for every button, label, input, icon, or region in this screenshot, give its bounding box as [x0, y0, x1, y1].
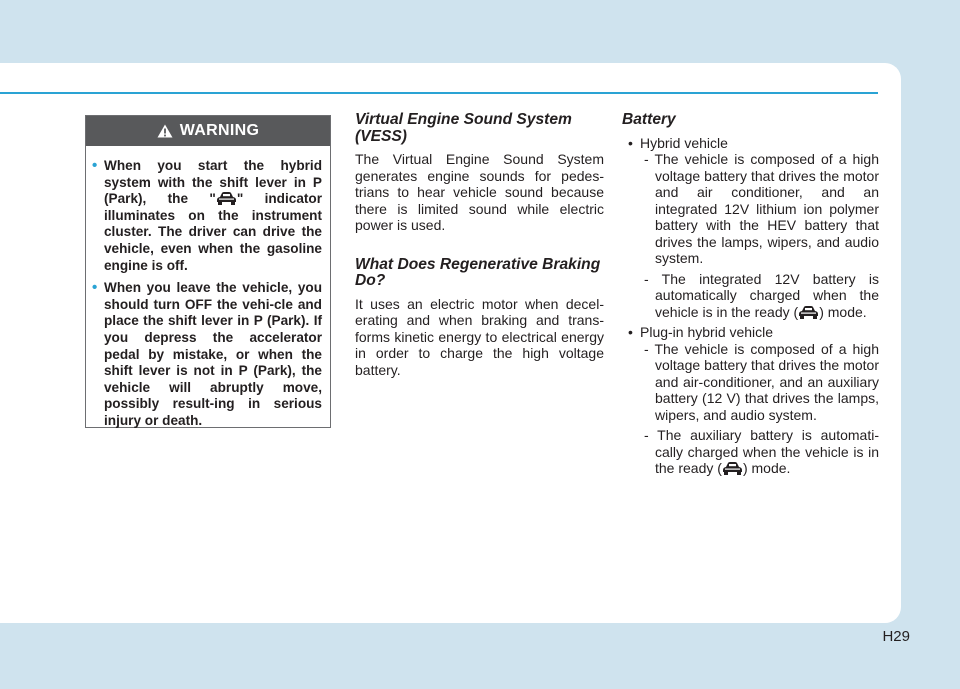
warning-box: [85, 115, 331, 428]
ready-indicator-car-icon: [798, 305, 819, 319]
bullet-icon: •: [92, 157, 98, 174]
plugin-sub-item-2-a: - The auxiliary battery is automati-cally charged when the vehicle is in the ready (: [644, 427, 879, 476]
ready-indicator-car-icon: [216, 191, 237, 205]
plugin-hybrid-label: Plug-in hybrid vehicle: [640, 324, 774, 340]
hybrid-sub-item-2: [640, 271, 879, 321]
regen-body: It uses an electric motor when decel-erating and when braking and trans-forms kinetic energy to electrical energy in order to charge the high voltage battery.: [355, 295, 604, 378]
hybrid-vehicle-item: [622, 135, 879, 321]
hybrid-sub-item-2-a: - The integrated 12V battery is automatically charged when the vehicle is in the ready (: [644, 270, 879, 320]
warning-title: WARNING: [179, 122, 260, 139]
vess-body: The Virtual Engine Sound System generates engine sounds for pedes-trians to hear vehicle sound because there is limited sound while electric power is used.: [355, 151, 604, 233]
bullet-icon: •: [628, 324, 633, 340]
hybrid-sublist: [640, 151, 879, 320]
hybrid-vehicle-label: Hybrid vehicle: [640, 134, 728, 151]
hybrid-sub-item-1: - The vehicle is composed of a high voltage battery that drives the motor and air conditioner, and an integrated 12V lithium ion polymer battery with the HEV battery that drives the lamps, wipers, and audio system.: [644, 151, 879, 266]
top-rule: [0, 92, 878, 94]
plugin-sub-item-2-b: ) mode.: [742, 460, 791, 476]
warning-triangle-icon: [157, 124, 173, 138]
plugin-sub-item-2: [640, 427, 879, 477]
warning-item-1: [92, 157, 322, 274]
plugin-hybrid-item: [622, 324, 879, 477]
warning-list: [86, 146, 330, 430]
plugin-sublist: [640, 341, 879, 477]
bullet-icon: •: [92, 279, 98, 297]
warning-item-2: [92, 279, 322, 429]
regen-heading: What Does Regenerative Braking Do?: [355, 255, 601, 289]
warning-item-1-text-b: " indicator illuminates on the instrument cluster. The driver can drive the vehicle, even when the gasoline engine is off.: [104, 191, 322, 273]
battery-list: [622, 135, 879, 477]
middle-column: [355, 112, 604, 378]
ready-indicator-car-icon: [722, 461, 743, 475]
vess-heading: Virtual Engine Sound System (VESS): [355, 111, 572, 145]
hybrid-sub-item-2-b: ) mode.: [819, 303, 867, 320]
page-number: H29: [882, 628, 910, 645]
right-column: [622, 112, 879, 481]
battery-heading: Battery: [622, 111, 676, 128]
warning-item-2-text: When you leave the vehicle, you should turn OFF the vehi-cle and place the shift lever in P (Park). If you depress the accelerator pedal by mistake, or when the shift lever is not in P (Park), the vehicle will abruptly move, possibly result-ing in serious injury or death.: [104, 280, 322, 428]
warning-item-1-text-a: When you start the hybrid system with the shift lever in P (Park), the ": [104, 158, 322, 207]
plugin-sub-item-1: - The vehicle is composed of a high voltage battery that drives the motor and air-conditioner, and an auxiliary battery (12 V) that drives the lamps, wipers, and audio system.: [644, 340, 879, 423]
warning-header: [86, 116, 330, 146]
bullet-icon: •: [628, 134, 633, 151]
